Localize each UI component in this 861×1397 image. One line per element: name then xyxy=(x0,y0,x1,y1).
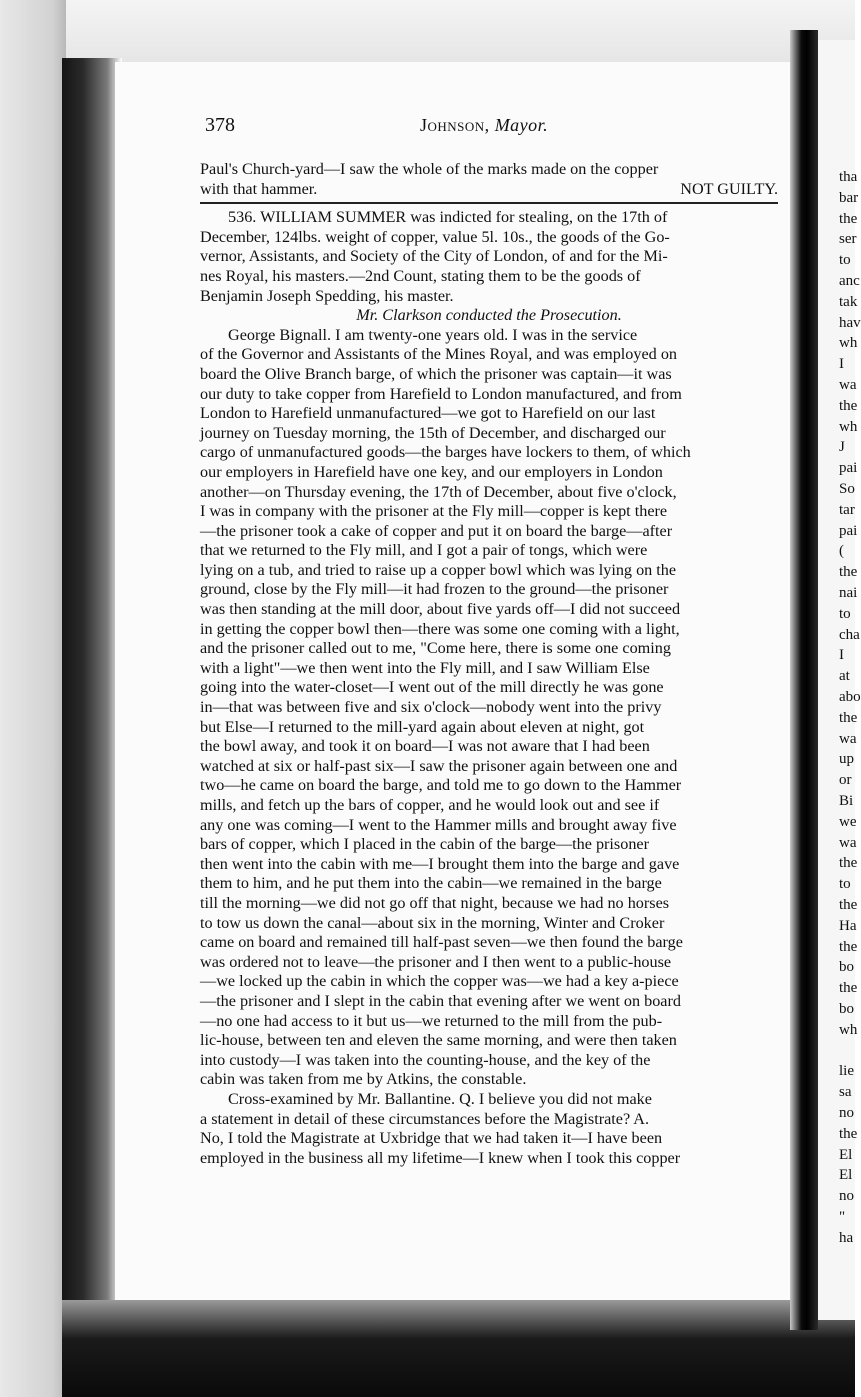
facing-page-fragment: wa xyxy=(839,834,857,851)
text-line: —the prisoner took a cake of copper and put it on board the barge—after xyxy=(200,521,673,540)
running-head-title: Mayor. xyxy=(494,115,549,135)
text-line: lic-house, between ten and eleven the same morning, and were then taken xyxy=(200,1031,677,1050)
text-line: No, I told the Magistrate at Uxbridge that we had taken it—I have been xyxy=(200,1129,663,1148)
text-line: another—on Thursday evening, the 17th of December, about five o'clock, xyxy=(200,482,677,501)
text-line: —no one had access to it but us—we returned to the mill from the pub- xyxy=(200,1011,663,1030)
text-line: and the prisoner called out to me, "Come here, there is some one coming xyxy=(200,639,671,658)
text-line: lying on a tub, and tried to raise up a copper bowl which was lying on the xyxy=(200,560,677,579)
text-line: of the Governor and Assistants of the Mines Royal, and was employed on xyxy=(200,345,678,364)
facing-page-fragment: pai xyxy=(839,522,858,539)
verdict-line xyxy=(200,180,778,200)
text-line: cabin was taken from me by Atkins, the constable. xyxy=(200,1070,527,1089)
facing-page-fragment: wh xyxy=(839,1021,858,1038)
facing-page-edge xyxy=(818,40,861,1320)
text-line: came on board and remained till half-past seven—we then found the barge xyxy=(200,933,683,952)
text-line: with a light"—we then went into the Fly mill, and I saw William Else xyxy=(200,658,650,677)
text-line: to tow us down the canal—about six in the morning, Winter and Croker xyxy=(200,913,665,932)
facing-page-fragment: to xyxy=(839,876,851,893)
text-line: then went into the cabin with me—I brought them into the barge and gave xyxy=(200,854,680,873)
text-line: bars of copper, which I placed in the cabin of the barge—the prisoner xyxy=(200,835,649,854)
text-line: George Bignall. I am twenty-one years old. I was in the service xyxy=(228,325,638,344)
facing-page-fragment: at xyxy=(839,668,850,685)
text-line: was ordered not to leave—the prisoner and I then went to a public-house xyxy=(200,952,672,971)
text-line: the bowl away, and took it on board—I was not aware that I had been xyxy=(200,737,650,756)
text-line: in—that was between five and six o'clock—nobody went into the privy xyxy=(200,698,662,717)
text-line: our employers in Harefield have one key, and our employers in London xyxy=(200,462,663,481)
facing-page-fragment: tar xyxy=(839,501,855,518)
text-line: a statement in detail of these circumstances before the Magistrate? A. xyxy=(200,1109,650,1128)
text-line: ground, close by the Fly mill—it had frozen to the ground—the prisoner xyxy=(200,580,669,599)
text-line: any one was coming—I went to the Hammer mills and brought away five xyxy=(200,815,677,834)
facing-page-fragment: the xyxy=(839,897,858,913)
running-head-name: Johnson, xyxy=(420,115,490,135)
text-line: nes Royal, his masters.—2nd Count, stating them to be the goods of xyxy=(200,266,641,285)
facing-page-fragment: sa xyxy=(839,1084,852,1101)
facing-page-fragment: the xyxy=(839,210,858,227)
scan-background-left xyxy=(0,0,66,1397)
facing-page-fragment: El xyxy=(839,1167,853,1184)
page-text xyxy=(200,160,778,1168)
running-head xyxy=(420,115,548,136)
facing-page-fragment: pai xyxy=(839,460,858,477)
text-line: going into the water-closet—I went out of the mill directly he was gone xyxy=(200,678,664,697)
facing-page-fragment: lie xyxy=(839,1063,854,1080)
facing-page-fragment: bo xyxy=(839,1001,854,1017)
text-line: mills, and fetch up the bars of copper, and he would look out and see if xyxy=(200,796,660,814)
facing-page-fragment: ser xyxy=(839,231,857,248)
facing-page-fragment: bar xyxy=(839,189,859,206)
text-line: Benjamin Joseph Spedding, his master. xyxy=(200,286,454,305)
text-line: that we returned to the Fly mill, and I got a pair of tongs, which were xyxy=(200,541,648,560)
page-number: 378 xyxy=(205,114,235,136)
facing-page-fragment: I xyxy=(839,356,844,373)
facing-page-fragment: abo xyxy=(839,689,861,705)
facing-page-fragment: cha xyxy=(839,626,860,643)
binding-shadow xyxy=(62,58,122,1348)
text-line: —we locked up the cabin in which the copper was—we had a key a-piece xyxy=(200,972,679,991)
facing-page-fragment: up xyxy=(839,751,854,768)
text-line: 536. WILLIAM SUMMER was indicted for stealing, on the 17th of xyxy=(228,208,668,227)
facing-page-fragment: Bi xyxy=(839,793,854,809)
facing-page-fragment: or xyxy=(839,772,852,789)
facing-page-fragment: J xyxy=(839,439,845,456)
facing-page-fragment: the xyxy=(839,938,858,955)
facing-page-fragment: the xyxy=(839,709,858,726)
facing-page-fragment: the xyxy=(839,397,858,414)
facing-page-fragment: " xyxy=(839,1209,846,1225)
facing-page-fragment: wa xyxy=(839,730,857,747)
text-line: December, 124lbs. weight of copper, value 5l. 10s., the goods of the Go- xyxy=(200,227,670,246)
facing-page-fragment: the xyxy=(839,855,858,872)
scan-background-top xyxy=(0,0,855,62)
facing-page-fragment: the xyxy=(839,980,858,997)
cross-examination xyxy=(200,1090,778,1168)
facing-page-fragment: the xyxy=(839,1125,858,1142)
facing-page-fragment: anc xyxy=(839,273,860,289)
facing-page-fragment: tak xyxy=(839,293,858,310)
case-heading xyxy=(200,208,778,306)
text-line: was then standing at the mill door, about five yards off—I did not succeed xyxy=(200,600,681,619)
text-line: I was in company with the prisoner at the Fly mill—copper is kept there xyxy=(200,502,668,521)
facing-page-fragment: ( xyxy=(839,543,844,560)
text-line: but Else—I returned to the mill-yard again about eleven at night, got xyxy=(200,717,645,736)
text-line: employed in the business all my lifetime—I knew when I took this copper xyxy=(200,1148,681,1167)
facing-page-fragment: tha xyxy=(839,169,858,185)
facing-page-fragment: we xyxy=(839,813,857,830)
facing-page-fragment: to xyxy=(839,252,851,269)
book-gutter xyxy=(790,30,818,1330)
text-line: cargo of unmanufactured goods—the barges have lockers to them, of which xyxy=(200,443,691,462)
facing-page-fragment: wh xyxy=(839,418,858,435)
text-line: our duty to take copper from Harefield to London manufactured, and from xyxy=(200,384,682,403)
verdict: NOT GUILTY. xyxy=(680,179,778,198)
facing-page-fragment: no xyxy=(839,1188,854,1205)
text-line: Cross-examined by Mr. Ballantine. Q. I believe you did not make xyxy=(228,1089,652,1108)
text-line: into custody—I was taken into the counting-house, and the key of the xyxy=(200,1050,651,1069)
facing-page-fragment: Ha xyxy=(839,917,857,934)
prosecution-line: Mr. Clarkson conducted the Prosecution. xyxy=(356,306,622,325)
text-line: two—he came on board the barge, and told me to go down to the Hammer xyxy=(200,776,682,795)
facing-page-fragment: El xyxy=(839,1146,853,1163)
text-line: in getting the copper bowl then—there was some one coming with a light, xyxy=(200,619,680,638)
facing-page-fragment: hav xyxy=(839,314,861,331)
facing-page-fragment: to xyxy=(839,605,851,622)
facing-page-fragment: ha xyxy=(839,1229,854,1246)
testimony xyxy=(200,326,778,1090)
facing-page-fragment: wh xyxy=(839,335,858,352)
text-line: London to Harefield unmanufactured—we got to Harefield on our last xyxy=(200,404,656,423)
facing-page-fragment: bo xyxy=(839,959,854,976)
text-line: them to him, and he put them into the cabin—we remained in the barge xyxy=(200,874,662,893)
facing-page-fragment: wa xyxy=(839,377,857,393)
continuation-line: Paul's Church-yard—I saw the whole of the marks made on the copper xyxy=(200,160,659,178)
text-line: board the Olive Branch barge, of which the prisoner was captain—it was xyxy=(200,364,672,383)
text-line: vernor, Assistants, and Society of the City of London, of and for the Mi- xyxy=(200,247,668,266)
text-line: till the morning—we did not go off that night, because we had no horses xyxy=(200,893,670,912)
continuation-text: with that hammer. xyxy=(200,179,318,198)
text-line: —the prisoner and I slept in the cabin that evening after we went on board xyxy=(200,991,681,1010)
facing-page-fragment: no xyxy=(839,1105,854,1121)
facing-page-fragment: nai xyxy=(839,585,858,601)
facing-page-fragment: the xyxy=(839,564,858,581)
facing-page-fragment: So xyxy=(839,481,855,497)
section-rule xyxy=(200,202,778,204)
facing-page-fragment: I xyxy=(839,647,844,664)
book-bottom-edge xyxy=(62,1300,855,1397)
text-line: watched at six or half-past six—I saw the prisoner again between one and xyxy=(200,756,678,775)
text-line: journey on Tuesday morning, the 15th of December, and discharged our xyxy=(200,423,666,442)
